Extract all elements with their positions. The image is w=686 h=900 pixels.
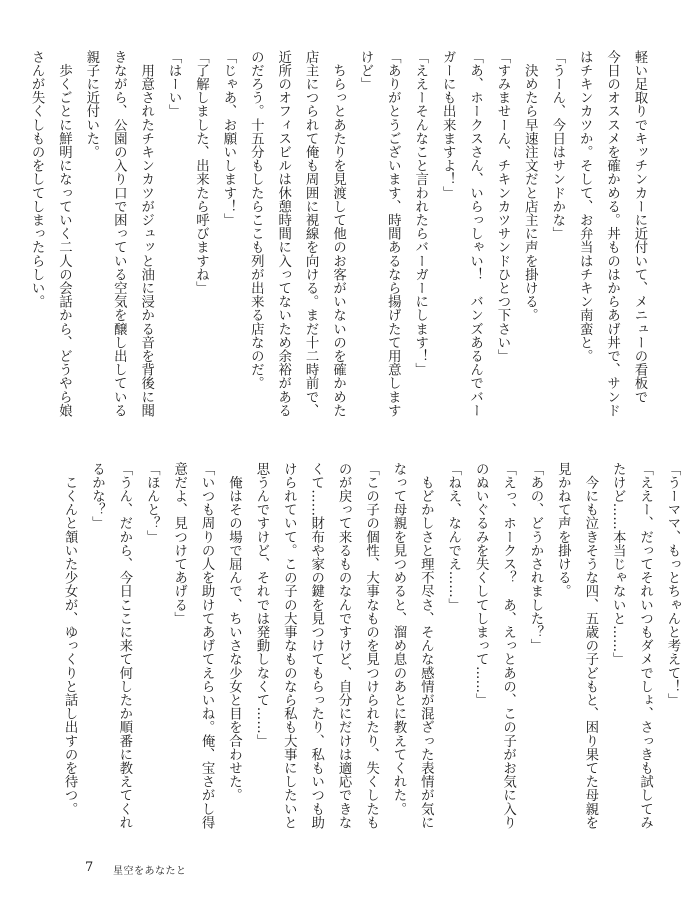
lower-text-line: 「ねえ、なんでえ……」 [445, 462, 461, 612]
upper-text-line: さんが失くしものをしてしまったらしい。 [29, 50, 45, 309]
lower-text-line: なって母親を見つめると、溜め息のあとに教えてくれた。 [390, 462, 406, 816]
lower-text-line: たけど……本当じゃないと……」 [610, 462, 626, 666]
lower-text-line: 「うん、だから、今日ここに来て何したか順番に教えてくれ [116, 462, 132, 830]
lower-text-line: こくんと頷いた少女が、ゆっくりと話し出すのを待つ。 [62, 462, 78, 816]
lower-text-line: 「あの、どうかされました？」 [527, 462, 543, 653]
text-block-upper [29, 50, 653, 440]
lower-text-line: 「ええー、だってそれいつもダメでしょ、さっきも試してみ [637, 462, 653, 830]
upper-text-line: 「うーん、今日はサンドかな」 [549, 50, 565, 241]
lower-text-line: 「ほんと？」 [144, 462, 160, 544]
upper-text-line: 「すみませーん、チキンカツサンドひとつ下さい」 [494, 50, 510, 363]
lower-text-line: けられていて。この子の大事なものなら私も大事にしたいと [281, 462, 297, 830]
lower-text-line: るかな？」 [89, 462, 105, 530]
upper-text-line: 決めたら早速注文だと店主に声を掛ける。 [522, 50, 538, 322]
upper-text-line: 近所のオフィスビルは休憩時間に入ってないため余裕がある [275, 50, 291, 418]
lower-text-line: 今にも泣きそうな四、五歳の子どもと、困り果てた母親を [582, 462, 598, 830]
running-title: 星空をあなたと [113, 866, 187, 877]
upper-text-line: きながら、公園の入り口で困っている空気を醸し出している [111, 50, 127, 418]
lower-text-line: 「いつも周りの人を助けてあげてえらいね。俺、宝さがし得 [199, 462, 215, 830]
upper-text-line: 「じゃあ、お願いします！」 [220, 50, 236, 227]
upper-text-line: はチキンカツか。そして、お弁当はチキン南蛮と。 [577, 50, 593, 363]
lower-text-line: 見かねて声を掛ける。 [555, 462, 571, 598]
upper-text-line: 今日のオススメを確かめる。丼ものはからあげ丼で、サンド [604, 50, 620, 418]
upper-text-line: 「了解しました、出来たら呼びますね」 [193, 50, 209, 295]
upper-text-line: ガーにも出来ますよ！」 [440, 50, 456, 200]
lower-text-line: 「この子の個性、大事なものを見つけられたり、失くしたも [363, 462, 379, 830]
upper-text-line: 「あ、ホークスさん、いらっしゃい！ バンズあるんでバー [467, 50, 483, 418]
upper-text-line: 用意されたチキンカツがジュッと油に浸かる音を背後に聞 [138, 50, 154, 418]
lower-text-line: くて……財布や家の鍵を見つけてもらったり、私もいつも助 [308, 462, 324, 830]
page-number: 7 [85, 860, 94, 875]
lower-text-line: のぬいぐるみを失くしてしまって……」 [473, 462, 489, 707]
upper-text-line: 「ありがとうございます、時間あるなら揚げたて用意します [385, 50, 401, 418]
lower-text-line: もどかしさと理不尽さ、そんな感情が混ざった表情が気に [418, 462, 434, 830]
text-block-lower [62, 462, 686, 852]
upper-text-line: 軽い足取りでキッチンカーに近付いて、メニューの看板で [632, 50, 647, 404]
upper-text-line: 親子に近付いた。 [83, 50, 99, 159]
lower-text-line: 思うんですけど、それでは発動しなくて……」 [253, 462, 269, 748]
upper-text-line: けど」 [357, 50, 373, 91]
upper-text-line: のだろう。十五分もしたらここも列が出来る店なのだ。 [248, 50, 264, 390]
upper-text-line: 「ええーそんなこと言われたらバーガーにします！」 [412, 50, 428, 377]
upper-text-line: 「はーい」 [166, 50, 182, 118]
lower-text-line: 意だよ、見つけてあげる」 [171, 462, 187, 626]
upper-text-line: 歩くごとに鮮明になっていく二人の会話から、どうやら娘 [56, 50, 72, 418]
lower-text-line: 俺はその場で屈んで、ちいさな少女と目を合わせた。 [226, 462, 242, 802]
lower-text-line: 「えっ、ホークス？ あ、えっとあの、この子がお気に入り [500, 462, 516, 830]
lower-text-line: のが戻って来るものなんですけど、自分にだけは適応できな [336, 462, 352, 830]
upper-text-line: ちらっとあたりを見渡して他のお客がいないのを確かめた [330, 50, 346, 418]
upper-text-line: 店主につられて俺も周囲に視線を向ける。まだ十二時前で、 [303, 50, 319, 418]
lower-text-line: 「うーママ、もっとちゃんと考えて！」 [665, 462, 680, 707]
